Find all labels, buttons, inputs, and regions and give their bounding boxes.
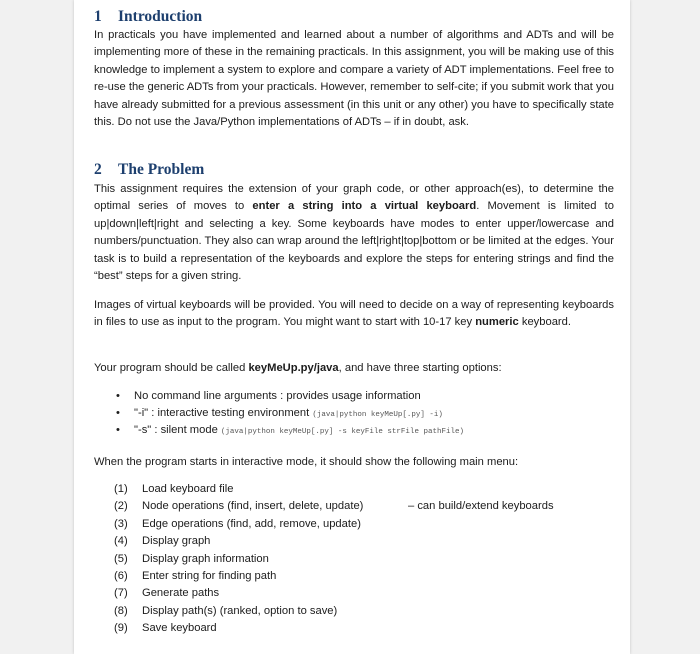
bullet-icon: •: [116, 390, 120, 402]
menu-label: Load keyboard file: [142, 483, 234, 495]
list-item: [94, 422, 614, 439]
program-text-a: Your program should be called: [94, 362, 249, 374]
program-text-b: , and have three starting options:: [338, 362, 502, 374]
document-page: [74, 0, 630, 654]
menu-item: [114, 620, 614, 637]
menu-label: Display graph: [142, 535, 211, 548]
keyboard-text-b: keyboard.: [518, 316, 571, 329]
problem-paragraph: [94, 181, 614, 285]
menu-label: Edge operations (find, add, remove, update): [142, 517, 361, 530]
menu-index: (1): [114, 483, 128, 495]
list-item: [94, 388, 614, 405]
options-list: [94, 388, 614, 439]
menu-index: (2): [114, 500, 128, 513]
bullet-text: No command line arguments : provides usage information: [134, 390, 421, 402]
keyboard-images-paragraph: [94, 297, 614, 332]
bullet-text: "-i" : interactive testing environment: [134, 407, 313, 419]
keyboard-text-a: Images of virtual keyboards will be provided. You will need to decide on a way of representing keyboards in files to use as input to the program. You might want to start with 10-17 key: [94, 299, 614, 329]
keyboard-text-bold: numeric: [475, 316, 519, 329]
menu-item: [114, 481, 614, 498]
menu-item: [114, 568, 614, 585]
menu-label: Display graph information: [142, 552, 269, 565]
problem-text-bold: enter a string into a virtual keyboard: [252, 200, 477, 213]
section-2-heading: [94, 160, 204, 180]
menu-index: (7): [114, 587, 128, 600]
menu-index: (9): [114, 622, 128, 635]
menu-item: [114, 551, 614, 568]
menu-index: (4): [114, 535, 128, 548]
menu-item: [114, 585, 614, 602]
section-2-title: The Problem: [118, 161, 205, 178]
list-item: [94, 405, 614, 422]
program-name: keyMeUp.py/java: [248, 362, 339, 374]
bullet-text: "-s" : silent mode: [134, 424, 221, 436]
section-2-number: 2: [94, 161, 102, 178]
problem-text-a: This assignment requires the extension of your graph code, or other approach(es), to determine the optimal series of moves to: [94, 183, 614, 213]
section-1-heading: [94, 7, 202, 27]
menu-index: (5): [114, 552, 128, 565]
menu-label: Node operations (find, insert, delete, update): [142, 500, 364, 513]
menu-intro-paragraph: When the program starts in interactive mode, it should show the following main menu:: [94, 456, 519, 468]
menu-item: [114, 498, 614, 515]
problem-text-b: . Movement is limited to up|down|left|right and selecting a key. Some keyboards have modes to enter upper/lowercase and numbers/punctuation. They also can wrap around the left|right|top|bottom or be limited at the edges. Your task is to build a representation of the keyboards and explore the steps for entering strings and find the “best” steps for a given string.: [94, 200, 614, 283]
menu-index: (8): [114, 604, 128, 617]
bullet-icon: •: [116, 424, 120, 436]
bullet-code: (java|python keyMeUp[.py] -i): [312, 411, 443, 419]
bullet-code: (java|python keyMeUp[.py] -s keyFile strFile pathFile): [220, 428, 464, 436]
menu-label: Display path(s) (ranked, option to save): [142, 604, 338, 617]
menu-label: Enter string for finding path: [142, 569, 277, 582]
menu-label: Generate paths: [142, 587, 220, 600]
menu-item: [114, 533, 614, 550]
section-1-number: 1: [94, 8, 102, 25]
menu-label: Save keyboard: [142, 622, 217, 635]
intro-paragraph: In practicals you have implemented and learned about a number of algorithms and ADTs and will be implementing more of these in the remaining practicals. In this assignment, you will be making use of this knowledge to implement a system to explore and compare a variety of ADT implementations. Feel free to re-use the generic ADTs from your practicals. However, remember to self-cite; if you submit work that you have already submitted for a previous assessment (in this unit or any other) you have to specifically state this. Do not use the Java/Python implementations of ADTs – if in doubt, ask.: [94, 29, 614, 129]
menu-index: (3): [114, 517, 128, 530]
menu-note: – can build/extend keyboards: [408, 500, 554, 513]
bullet-icon: •: [116, 407, 120, 419]
menu-item: [114, 603, 614, 620]
menu-index: (6): [114, 569, 128, 582]
menu-item: [114, 516, 614, 533]
section-1-title: Introduction: [118, 8, 203, 25]
program-name-paragraph: [94, 360, 614, 377]
main-menu-list: [114, 481, 614, 638]
